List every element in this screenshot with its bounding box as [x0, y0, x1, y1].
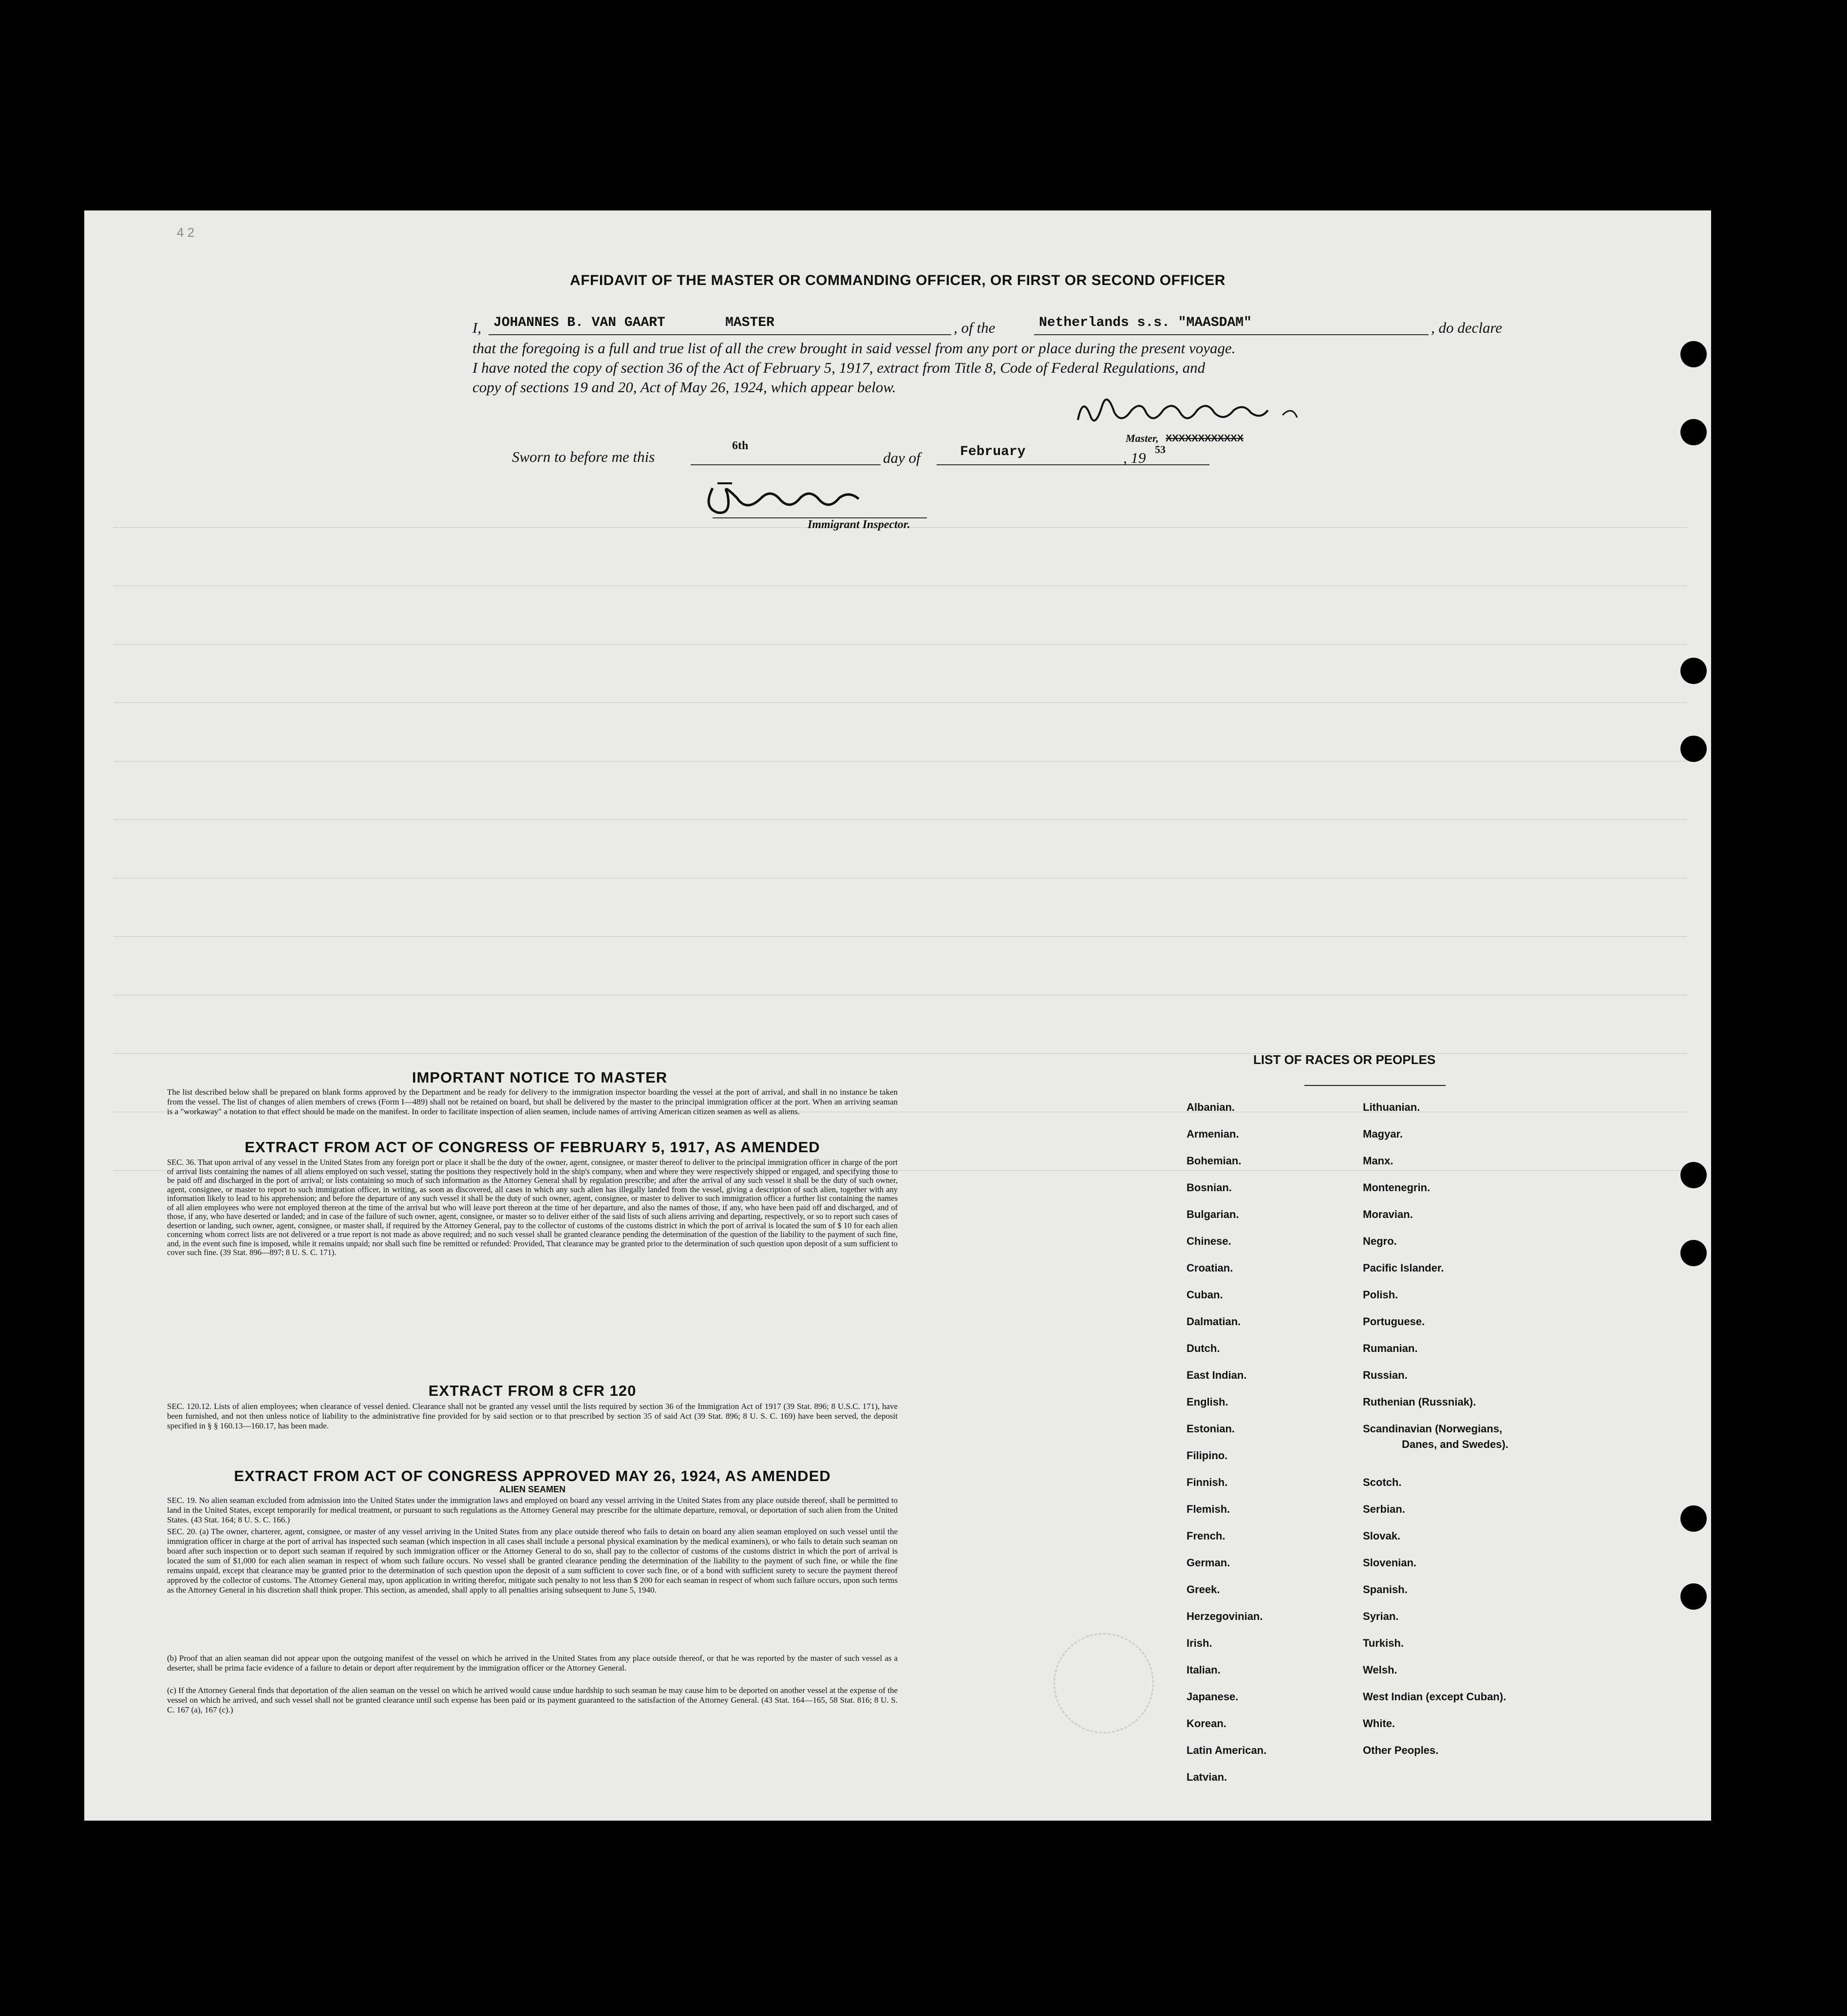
race-left: Albanian.	[1187, 1101, 1235, 1113]
inspector-label: Immigrant Inspector.	[808, 518, 910, 531]
race-left: Japanese.	[1187, 1691, 1239, 1703]
race-left: Italian.	[1187, 1664, 1221, 1676]
punch-hole	[1680, 1583, 1707, 1610]
affidavit-title: AFFIDAVIT OF THE MASTER OR COMMANDING OFFICER, OR FIRST OR SECOND OFFICER	[570, 272, 1225, 288]
race-right: Pacific Islander.	[1363, 1262, 1444, 1274]
race-right: Danes, and Swedes).	[1402, 1438, 1508, 1450]
race-left: Greek.	[1187, 1583, 1220, 1596]
extract-cfr-title: EXTRACT FROM 8 CFR 120	[428, 1382, 637, 1399]
rule-line	[113, 644, 1687, 645]
races-rule	[1304, 1085, 1446, 1086]
of-the-text: , of the	[954, 319, 996, 336]
master-label: Master,	[1126, 432, 1159, 444]
master-signature	[1068, 386, 1360, 439]
year-prefix: , 19	[1123, 449, 1146, 466]
race-right: Turkish.	[1363, 1637, 1404, 1649]
race-right: West Indian (except Cuban).	[1363, 1691, 1507, 1703]
race-right: Welsh.	[1363, 1664, 1397, 1676]
day-of-text: day of	[883, 449, 921, 466]
race-right: Other Peoples.	[1363, 1744, 1439, 1756]
race-right: Ruthenian (Russniak).	[1363, 1396, 1476, 1408]
inspector-signature	[698, 469, 927, 522]
race-right: White.	[1363, 1717, 1395, 1730]
sworn-text: Sworn to before me this	[512, 448, 655, 465]
race-left: French.	[1187, 1530, 1225, 1542]
faint-stamp	[1054, 1633, 1154, 1733]
race-right: Manx.	[1363, 1155, 1394, 1167]
race-left: Herzegovinian.	[1187, 1610, 1263, 1622]
race-right: Magyar.	[1363, 1128, 1403, 1140]
races-title: LIST OF RACES OR PEOPLES	[1253, 1052, 1436, 1067]
race-left: Bohemian.	[1187, 1155, 1242, 1167]
race-left: Dutch.	[1187, 1342, 1220, 1354]
race-left: Armenian.	[1187, 1128, 1239, 1140]
punch-hole	[1680, 658, 1707, 684]
master-rank: MASTER	[725, 315, 774, 330]
extract-1924-subtitle: ALIEN SEAMEN	[499, 1484, 565, 1494]
race-right: Polish.	[1363, 1289, 1398, 1301]
race-right: Russian.	[1363, 1369, 1408, 1381]
punch-hole	[1680, 736, 1707, 762]
rule-line	[113, 819, 1687, 820]
extract-1917-title: EXTRACT FROM ACT OF CONGRESS OF FEBRUARY 5, 1917, AS AMENDED	[245, 1139, 820, 1156]
race-right: Moravian.	[1363, 1208, 1413, 1220]
race-left: German.	[1187, 1557, 1230, 1569]
master-name: JOHANNES B. VAN GAART	[493, 315, 665, 330]
race-left: Latin American.	[1187, 1744, 1267, 1756]
race-left: Latvian.	[1187, 1771, 1227, 1783]
race-right: Scotch.	[1363, 1476, 1402, 1488]
sworn-month: February	[960, 444, 1026, 459]
race-right: Serbian.	[1363, 1503, 1405, 1515]
punch-hole	[1680, 419, 1707, 445]
race-left: East Indian.	[1187, 1369, 1247, 1381]
punch-hole	[1680, 1240, 1707, 1266]
race-left: Korean.	[1187, 1717, 1226, 1730]
race-right: Slovenian.	[1363, 1557, 1417, 1569]
extract-cfr-body: SEC. 120.12. Lists of alien employees; when clearance of vessel denied. Clearance shall not be granted any vessel until the lists required by section 36 of the Immigration Act of 1917 (39 Stat. 896; 8 U.S.C. 171), have been furnished, and not then unless notice of liability to the administrative fine provided for by said section or to that prescribed by section 35 of said Act (39 Stat. 896; 8 U. S. C. 169) have been served, the deposit specified in § § 160.13—160.17, has been made.	[167, 1402, 898, 1430]
sec20c-body: (c) If the Attorney General finds that deportation of the alien seaman on the vessel on which he arrived would cause undue hardship to such seaman he may cause him to be deported on another vessel at the expense of the vessel on which he arrived, and such vessel shall not be granted clearance until such expense has been paid or its payment guaranteed to the satisfaction of the Attorney General. (43 Stat. 164—165, 58 Stat. 816; 8 U. S. C. 167 (a), 167 (c).)	[167, 1686, 898, 1714]
extract-1917-body: SEC. 36. That upon arrival of any vessel in the United States from any foreign port or place it shall be the duty of the owner, agent, consignee, or master thereof to deliver to the principal immigration officer in charge of the port of arrival lists containing the names of all aliens employed on such vessel, stating the positions they respectively hold in the ship's company, when and where they were respectively shipped or engaged, and specifying those to be paid off and discharged in the port of arrival; or lists containing so much of such information as the Attorney General shall by regulation prescribe; and after the arrival of any such vessel it shall be the duty of such owner, agent, consignee, or master to report to such immigration officer, in writing, as soon as discovered, all cases in which any such alien has illegally landed from the vessel, giving a description of such alien, together with any information likely to lead to his apprehension; and before the departure of any such vessel it shall be the duty of such owner, agent, consignee, or master to deliver to such immigration officer a further list containing the names of all alien employees who were not employed thereon at the time of the arrival but who will leave port thereon at the time of her departure, and also the names of those, if any, who have been paid off and discharged, and of those, if any, who have deserted or landed; and in case of the failure of such owner, agent, consignee, or master so to deliver either of the said lists of such aliens arriving and departing, respectively, or so to report such cases of desertion or landing, such owner, agent, consignee, or master shall, if required by the Attorney General, pay to the collector of customs of the customs district in which the port of arrival is located the sum of $ 10 for each alien concerning whom correct lists are not delivered or a true report is not made as above required; and no such vessel shall be granted clearance pending the determination of the question of the liability to the payment of such fine, and, in the event such fine is imposed, while it remains unpaid; nor shall such fine be remitted or refunded: Provided, That clearance may be granted prior to the determination of such question upon deposit of a sum sufficient to cover such fine. (39 Stat. 896—897; 8 U. S. C. 171).	[167, 1158, 898, 1257]
page-number-mark: 4 2	[177, 225, 195, 240]
race-right: Spanish.	[1363, 1583, 1408, 1596]
punch-hole	[1680, 341, 1707, 367]
affidavit-i: I,	[472, 319, 482, 336]
race-left: Estonian.	[1187, 1423, 1235, 1435]
punch-hole	[1680, 1505, 1707, 1532]
race-right: Rumanian.	[1363, 1342, 1418, 1354]
race-left: Irish.	[1187, 1637, 1212, 1649]
race-right: Negro.	[1363, 1235, 1397, 1247]
notice-body: The list described below shall be prepared on blank forms approved by the Department and be ready for delivery to the immigration inspector boarding the vessel at the port of arrival, and shall in no instance be taken from the vessel. The list of changes of alien members of crews (Form I—489) shall not be retained on board, but shall be delivered by the master to the principal immigration officer at the port. When an arriving seaman is a "workaway" a notation to that effect should be made on the manifest. In order to facilitate inspection of alien seamen, include names of arriving American citizen seamen as well as aliens.	[167, 1087, 898, 1116]
race-left: Bosnian.	[1187, 1181, 1232, 1194]
sec20b-body: (b) Proof that an alien seaman did not appear upon the outgoing manifest of the vessel on which he arrived in the United States from any place outside thereof, or that he was reported by the master of such vessel as a deserter, shall be prima facie evidence of a failure to detain or deport after requirement by the immigration officer or the Attorney General.	[167, 1654, 898, 1673]
rule-line	[113, 1053, 1687, 1054]
master-struck-text: XXXXXXXXXXXX	[1166, 433, 1244, 444]
race-right: Slovak.	[1363, 1530, 1401, 1542]
race-right: Portuguese.	[1363, 1315, 1425, 1328]
punch-hole	[1680, 1162, 1707, 1188]
race-right: Syrian.	[1363, 1610, 1399, 1622]
vessel-name: Netherlands s.s. "MAASDAM"	[1039, 315, 1252, 330]
blank-line	[691, 447, 881, 465]
affidavit-line-4: copy of sections 19 and 20, Act of May 26, 1924, which appear below.	[472, 379, 896, 396]
race-right: Scandinavian (Norwegians,	[1363, 1423, 1503, 1435]
race-left: Chinese.	[1187, 1235, 1231, 1247]
race-left: Finnish.	[1187, 1476, 1228, 1488]
extract-1924-title: EXTRACT FROM ACT OF CONGRESS APPROVED MAY 26, 1924, AS AMENDED	[234, 1467, 831, 1484]
race-left: English.	[1187, 1396, 1228, 1408]
sec19-body: SEC. 19. No alien seaman excluded from admission into the United States under the immigration laws and employed on board any vessel arriving in the United States from any place outside thereof, shall be permitted to land in the United States, except temporarily for medical treatment, or pursuant to such regulations as the Attorney General may prescribe for the ultimate departure, removal, or deportation of such alien from the United States. (43 Stat. 164; 8 U. S. C. 166.)	[167, 1496, 898, 1524]
do-declare-text: , do declare	[1431, 319, 1503, 336]
race-left: Filipino.	[1187, 1449, 1228, 1462]
race-left: Cuban.	[1187, 1289, 1223, 1301]
race-left: Bulgarian.	[1187, 1208, 1239, 1220]
year-suffix: 53	[1155, 443, 1166, 456]
race-left: Dalmatian.	[1187, 1315, 1241, 1328]
rule-line	[113, 936, 1687, 937]
race-left: Flemish.	[1187, 1503, 1230, 1515]
affidavit-line-2: that the foregoing is a full and true list of all the crew brought in said vessel from any port or place during the present voyage.	[472, 340, 1236, 357]
race-left: Croatian.	[1187, 1262, 1233, 1274]
sworn-day: 6th	[732, 439, 749, 452]
race-right: Montenegrin.	[1363, 1181, 1431, 1194]
notice-title: IMPORTANT NOTICE TO MASTER	[412, 1069, 668, 1086]
race-right: Lithuanian.	[1363, 1101, 1420, 1113]
affidavit-line-3: I have noted the copy of section 36 of the Act of February 5, 1917, extract from Title 8, Code of Federal Regulations, and	[472, 359, 1206, 376]
manifest-page	[84, 210, 1711, 1821]
sec20a-body: SEC. 20. (a) The owner, charterer, agent, consignee, or master of any vessel arriving in the United States from any place outside thereof who fails to detain on board any alien seaman employed on such vessel until the immigration officer in charge at the port of arrival has inspected such seaman (which inspection in all cases shall include a personal physical examination by the medical examiners), or who fails to detain such seaman on board after such inspection or to deport such seaman if required by such immigration officer or the Attorney General to do so, shall pay to the collector of customs of the customs district in which the port of arrival is located the sum of $1,000 for each alien seaman in respect of whom such failure occurs. No vessel shall be granted clearance pending the determination of the liability to the payment of such fine, or while the fine remains unpaid, except that clearance may be granted prior to the determination of such question upon the deposit of a sum sufficient to cover such fine, or of a bond with sufficient surety to secure the payment thereof approved by the collector of customs. The Attorney General may, upon application in writing therefor, mitigate such penalty to not less than $ 200 for each seaman in respect of whom such failure occurs, upon such terms as the Attorney General in his discretion shall think proper. This section, as amended, shall apply to all penalties arising subsequent to June 5, 1940.	[167, 1527, 898, 1595]
